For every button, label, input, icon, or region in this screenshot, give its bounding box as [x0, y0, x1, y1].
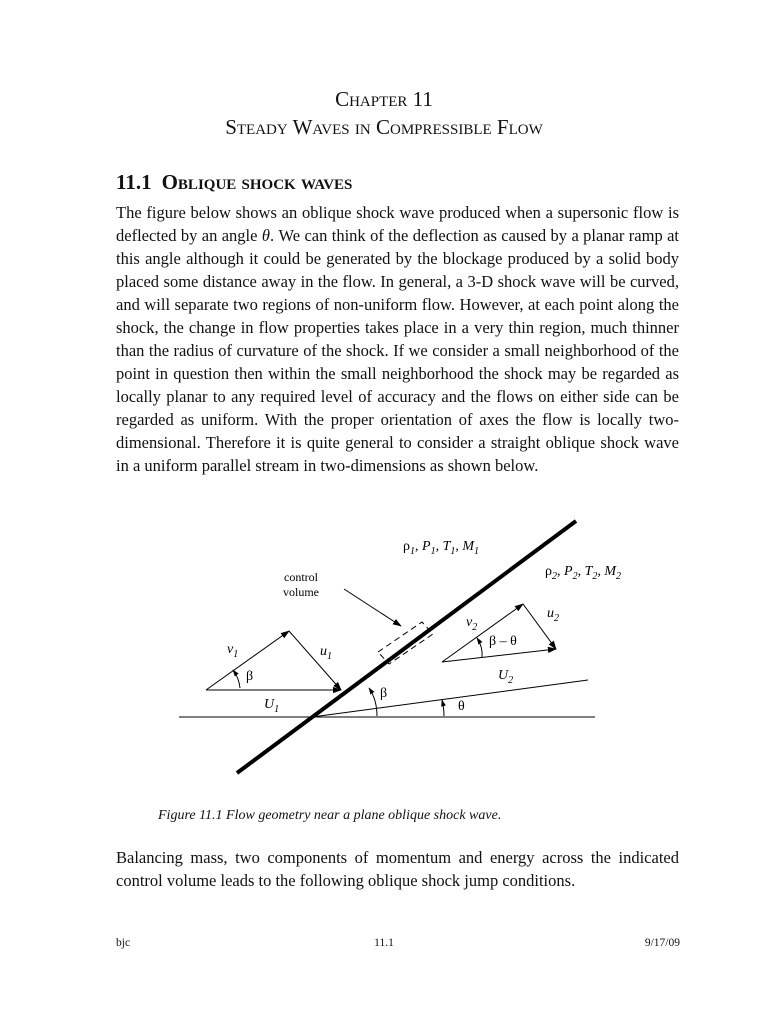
section-heading: [116, 170, 352, 195]
closing-paragraph: [116, 846, 679, 892]
control-volume-pointer: [344, 589, 401, 626]
v1-label: $v_1$: [227, 642, 239, 660]
control-volume-label-2: volume: [283, 585, 319, 599]
vector-u1: [289, 631, 341, 690]
section-number: 11.1: [116, 170, 152, 194]
shock-diagram: [0, 505, 768, 795]
theta-label: θ: [458, 699, 465, 714]
chapter-subtitle: Steady Waves in Compressible Flow: [225, 115, 543, 139]
beta-label-2: β: [380, 686, 388, 701]
downstream-state-label: $\rho_2$, $P_2$, $T_2$, $M_2$: [545, 564, 622, 582]
upstream-state-label: $\rho_1$, $P_1$, $T_1$, $M_1$: [403, 539, 480, 557]
intro-paragraph: [116, 201, 679, 477]
control-volume: [378, 622, 433, 664]
beta-minus-theta-label: β – θ: [489, 634, 517, 649]
oblique-shock-figure: [0, 505, 768, 795]
U2-label: $U_2$: [498, 668, 514, 686]
beta-arc-2: [369, 688, 377, 716]
vector-U2: [442, 649, 556, 662]
beta-minus-theta-arc: [477, 638, 482, 657]
closing-paragraph-text: Balancing mass, two components of momentum and energy across the indicated control volume leads to the following oblique shock jump conditions.: [116, 848, 679, 890]
shock-wave-line: [237, 521, 576, 773]
paragraph-text-rest: . We can think of the deflection as caused by a planar ramp at this angle although it could be generated by the blockage produced by a solid body placed some distance away in the flow. In general, a 3-D shock wave will be curved, and will separate two regions of non-uniform flow. However, at each point along the shock, the change in flow properties takes place in a very thin region, much thinner than the radius of curvature of the shock. If we consider a small neighborhood of the point in question then within the small neighborhood the shock may be regarded as locally planar to any required level of accuracy and the flows on either side can be regarded as uniform. With the proper orientation of axes the flow is locally two-dimensional. Therefore it is quite general to consider a straight oblique shock wave in a uniform parallel stream in two-dimensions as shown below.: [116, 226, 680, 475]
control-volume-label-1: control: [284, 570, 318, 584]
chapter-title: Chapter 11: [335, 87, 433, 111]
theta-arc: [442, 700, 444, 716]
footer-author: bjc: [116, 937, 131, 949]
theta-symbol: θ: [261, 226, 270, 245]
footer-page-number: 11.1: [374, 937, 394, 949]
v2-label: $v_2$: [466, 615, 478, 633]
beta-label-1: β: [246, 669, 254, 684]
section-title: Oblique shock waves: [161, 170, 353, 194]
figure-caption: Figure 11.1 Flow geometry near a plane oblique shock wave.: [158, 808, 502, 823]
beta-arc-1: [233, 670, 240, 688]
paragraph-text-start: The figure below shows an oblique shock wave produced when a supersonic flow is deflected by an angle: [116, 203, 679, 245]
footer-date: 9/17/09: [644, 937, 680, 949]
u2-label: $u_2$: [547, 606, 559, 624]
u1-label: $u_1$: [320, 644, 332, 662]
U1-label: $U_1$: [264, 697, 280, 715]
